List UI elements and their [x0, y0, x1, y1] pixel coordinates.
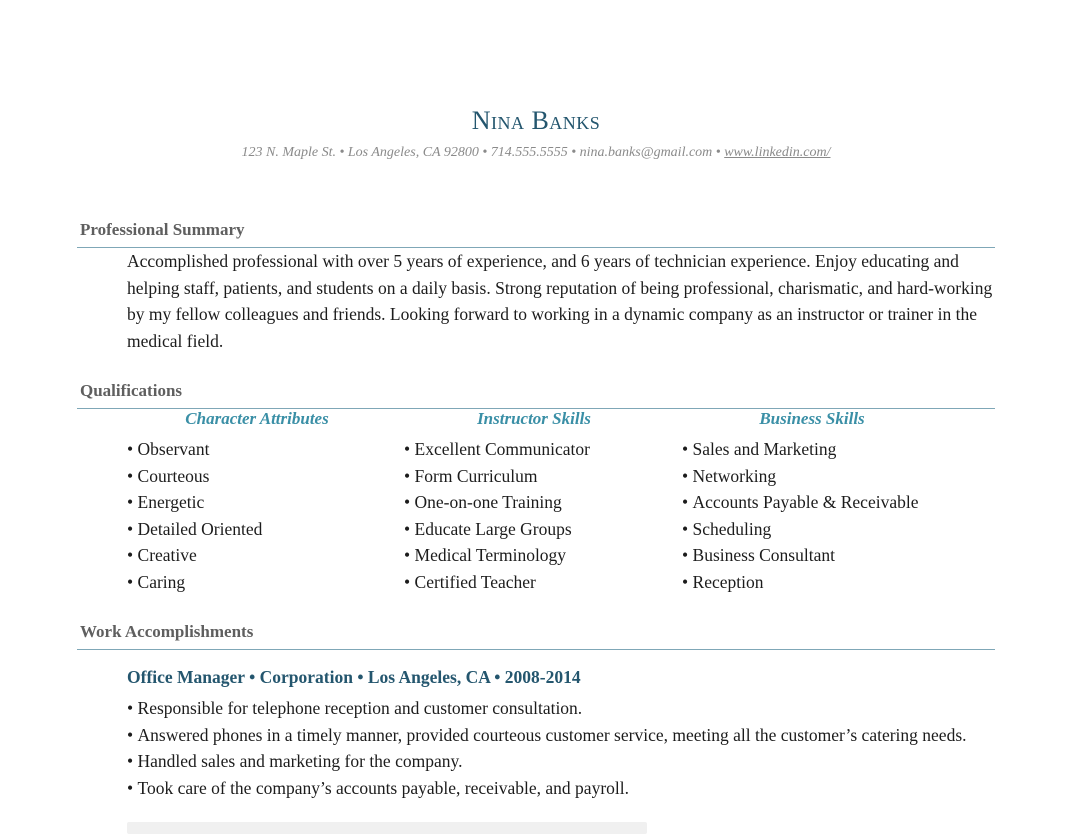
contact-email[interactable]: nina.banks@gmail.com — [579, 145, 713, 160]
job-company: Corporation — [259, 667, 353, 687]
list-item: • Medical Terminology — [404, 542, 674, 569]
section-divider — [77, 649, 995, 650]
separator-dot: • — [494, 667, 505, 687]
contact-city: Los Angeles, CA 92800 — [347, 145, 479, 160]
summary-text: Accomplished professional with over 5 years of experience, and 6 years of technician experience. Enjoy educating and helping staff, patients, and students on a daily basis. Strong reputation of being professional, charismatic, and hard-working by my fellow colleagues and friends. Looking forward to working in a dynamic company as an instructor or trainer in the medical field. — [127, 251, 993, 351]
list-item: • Creative — [127, 542, 397, 569]
list-item: • Sales and Marketing — [682, 436, 982, 463]
list-item: • Took care of the company’s accounts payable, receivable, and payroll. — [127, 775, 1027, 802]
separator-dot: • — [571, 145, 580, 160]
list-item: • Handled sales and marketing for the company. — [127, 748, 1027, 775]
contact-line — [0, 145, 1072, 161]
section-heading-summary: Professional Summary — [80, 220, 245, 239]
list-item: • Observant — [127, 436, 397, 463]
list-item: • Form Curriculum — [404, 463, 674, 490]
contact-address: 123 N. Maple St. — [241, 145, 336, 160]
instructor-list — [404, 436, 674, 595]
list-item: • Caring — [127, 569, 397, 596]
separator-dot: • — [715, 145, 725, 160]
list-item: • One-on-one Training — [404, 489, 674, 516]
list-item: • Detailed Oriented — [127, 516, 397, 543]
column-title-instructor: Instructor Skills — [477, 409, 591, 428]
list-item: • Accounts Payable & Receivable — [682, 489, 982, 516]
list-item: • Responsible for telephone reception and customer consultation. — [127, 695, 1027, 722]
resume-name: Nina Banks — [471, 106, 601, 135]
list-item: • Educate Large Groups — [404, 516, 674, 543]
list-item: • Certified Teacher — [404, 569, 674, 596]
business-list — [682, 436, 982, 595]
job-location: Los Angeles, CA — [367, 667, 490, 687]
job-position: Office Manager — [127, 667, 245, 687]
separator-dot: • — [482, 145, 491, 160]
list-item: • Answered phones in a timely manner, provided courteous customer service, meeting all the customer’s catering needs. — [127, 722, 1027, 749]
separator-dot: • — [357, 667, 368, 687]
list-item: • Networking — [682, 463, 982, 490]
job-bullets — [127, 695, 1027, 801]
list-item: • Business Consultant — [682, 542, 982, 569]
job-title-line — [127, 667, 581, 688]
contact-phone: 714.555.5555 — [490, 145, 568, 160]
list-item: • Energetic — [127, 489, 397, 516]
list-item: • Reception — [682, 569, 982, 596]
job-dates: 2008-2014 — [504, 667, 581, 687]
section-heading-work: Work Accomplishments — [80, 622, 254, 641]
separator-dot: • — [249, 667, 260, 687]
character-list — [127, 436, 397, 595]
list-item: • Courteous — [127, 463, 397, 490]
linkedin-link[interactable]: www.linkedin.com/ — [724, 145, 831, 160]
list-item: • Excellent Communicator — [404, 436, 674, 463]
separator-dot: • — [339, 145, 348, 160]
column-title-business: Business Skills — [759, 409, 865, 428]
section-heading-qualifications: Qualifications — [80, 381, 183, 400]
column-title-character: Character Attributes — [185, 409, 329, 428]
cut-off-next-line — [127, 822, 647, 834]
list-item: • Scheduling — [682, 516, 982, 543]
